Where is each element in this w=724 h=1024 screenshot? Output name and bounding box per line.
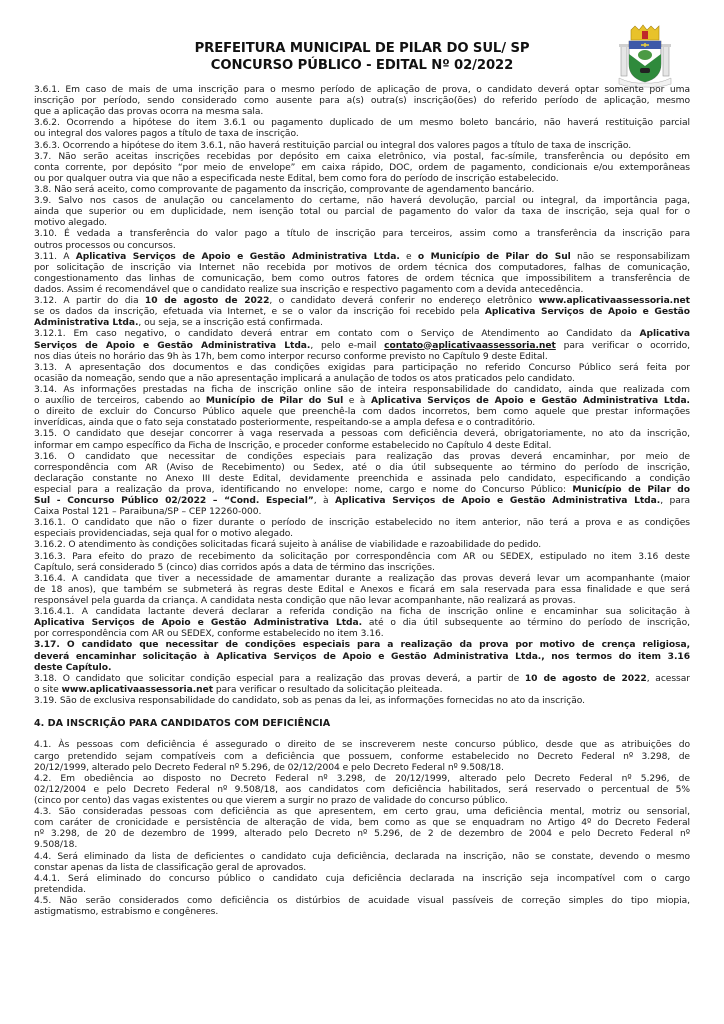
text-line <box>34 529 690 540</box>
text-line <box>34 285 690 296</box>
text-line <box>34 452 690 463</box>
text-run: para verificar o resultado da solicitação pleiteada. <box>213 684 443 695</box>
text-run: e <box>399 251 418 262</box>
text-run: especial para a realização da prova, identificando no envelope: nome, cargo e nome do Concurso Público: <box>34 484 573 495</box>
text-run: 3.16.4. A candidata que tiver a necessidade de amamentar durante a realização das provas deverá levar um acompanhante (maior <box>34 573 690 584</box>
text-line <box>34 207 690 218</box>
text-line <box>34 318 690 329</box>
text-run: 9.508/18. <box>34 840 78 851</box>
text-line <box>34 263 690 274</box>
text-line <box>34 852 690 863</box>
text-run: por correspondência com AR ou SEDEX, conforme estabelecido no item 3.16. <box>34 629 384 640</box>
paragraph-3-19 <box>34 696 690 707</box>
text-line <box>34 774 690 785</box>
text-line <box>34 796 690 807</box>
header-title-line2: CONCURSO PÚBLICO - EDITAL Nº 02/2022 <box>210 58 514 73</box>
text-run: correspondência com AR (Aviso de Recebimento) ou Sedex, até o dia útil subsequente ao término do período de inscrição, <box>34 462 690 473</box>
text-run: nos dias úteis no horário das 9h às 17h, bem como interpor recurso conforme previsto no Capítulo 9 deste Edital. <box>34 351 548 362</box>
text-run: 3.16.3. Para efeito do prazo de recebimento da solicitação por correspondência com AR ou SEDEX, estipulado no item 3.16 deste <box>34 551 690 562</box>
paragraph-3-12 <box>34 296 690 329</box>
text-run: (cinco por cento) das vagas existentes ou que vierem a surgir no prazo de validade do concurso público. <box>34 796 508 806</box>
text-run: que a aplicação das provas ocorra na mesma sala. <box>34 107 264 118</box>
text-line <box>34 352 690 363</box>
paragraph-3-16 <box>34 452 690 519</box>
text-line <box>34 752 690 763</box>
text-line <box>34 896 690 907</box>
text-run: até o dia útil subsequente ao término do período de inscrição, <box>362 618 690 629</box>
text-run: nº 3.298, de 20 de dezembro de 1999, alterado pelo Decreto nº 5.296, de 2 de dezembro de 2004 e pelo Decreto Federal nº <box>34 829 690 840</box>
text-run: 3.13. A apresentação dos documentos e das condições exigidas para participação no referido Concurso Público será feita por <box>34 362 690 373</box>
paragraph-3-10 <box>34 229 690 251</box>
text-line <box>34 229 690 240</box>
text-run: ainda que superior ou em duplicidade, nem isenção total ou parcial de pagamento do valor da taxa de inscrição, seja qual for o <box>34 207 690 218</box>
text-run: 3.18. O candidato que solicitar condição especial para a realização das provas deverá, a partir de <box>34 673 525 684</box>
text-run: 3.15. O candidato que desejar concorrer à vaga reservada a pessoas com deficiência deverá, obrigatoriamente, no ato da inscrição, <box>34 429 690 440</box>
bold-text: Aplicativa Serviços de Apoio e Gestão Administrativa Ltda. <box>34 618 363 629</box>
text-run: não se responsabilizam <box>570 251 690 262</box>
text-line <box>34 218 690 229</box>
text-line <box>34 685 690 696</box>
text-line <box>34 185 690 196</box>
text-run: conta corrente, por depósito “por meio de envelope” em caixa rápido, DOC, ordem de pagamento, condicionais e/ou extemporâneas <box>34 162 690 173</box>
text-run: com caráter de cronicidade e persistência de alteração de vida, bem como as que se enquadram no Artigo 4º do Decreto Federal <box>34 818 690 829</box>
bold-text: Serviços de Apoio e Gestão Administrativa Ltda. <box>34 340 311 351</box>
text-run: 3.14. As informações prestadas na ficha de inscrição online são de inteira responsabilidade do candidato, ainda que realizada com <box>34 384 690 395</box>
text-line <box>34 174 690 185</box>
text-run: 3.12.1. Em caso negativo, o candidato deverá entrar em contato com o Serviço de Atendimento ao Candidato da <box>34 329 640 340</box>
bold-text: deverá encaminhar solicitação à Aplicativa Serviços de Apoio e Gestão Administrativa Ltda., nos termos do item 3.16 <box>34 651 690 662</box>
text-run: ou integral dos valores pagos a título de taxa de inscrição. <box>34 129 299 140</box>
paragraph-3-13 <box>34 363 690 385</box>
paragraph-4-2 <box>34 774 690 807</box>
spacer <box>34 707 690 718</box>
text-line <box>34 196 690 207</box>
text-line <box>34 885 690 896</box>
municipal-coat-of-arms-icon <box>617 24 673 88</box>
text-line <box>34 607 690 618</box>
text-line <box>34 474 690 485</box>
paragraph-4-4 <box>34 852 690 874</box>
text-run: por solicitação de inscrição via Internet não recebida por motivos de ordem técnica dos computadores, falhas de comunicação, <box>34 262 690 273</box>
text-line <box>34 107 690 118</box>
bold-text: 10 de agosto de 2022 <box>524 673 647 684</box>
text-line <box>34 563 690 574</box>
text-line <box>34 396 690 407</box>
text-line <box>34 818 690 829</box>
email-link-underline[interactable] <box>384 341 556 351</box>
text-line <box>34 829 690 840</box>
text-run: o auxílio de terceiros, cabendo ao <box>34 396 206 407</box>
text-line <box>34 863 690 874</box>
bold-text: Aplicativa <box>639 329 690 340</box>
text-run: 4.3. São consideradas pessoas com deficiência as que apresentem, em certo grau, uma deficiência mental, motriz ou sensorial, <box>34 807 690 818</box>
text-line <box>34 374 690 385</box>
text-line <box>34 241 690 252</box>
paragraph-4-1 <box>34 740 690 773</box>
text-line <box>34 763 690 774</box>
text-line <box>34 585 690 596</box>
text-run: 3.6.1. Em caso de mais de uma inscrição para o mesmo período de aplicação de prova, o candidato deverá optar somente por uma <box>34 85 690 95</box>
text-run: , ou seja, se a inscrição está confirmada. <box>138 318 323 329</box>
text-run: ou por qualquer outra via que não a especificada neste Edital, bem como fora do período de inscrição estabelecido. <box>34 173 559 184</box>
text-line <box>34 441 690 452</box>
text-run: 4.4. Será eliminado da lista de deficientes o candidato cuja deficiência, declarada na inscrição, não se constate, devendo o mesmo <box>34 851 690 862</box>
text-line <box>34 163 690 174</box>
text-line <box>34 507 690 518</box>
spacer <box>34 729 690 740</box>
bold-text: Município de Pilar do <box>572 484 690 495</box>
paragraph-3-16-1 <box>34 518 690 540</box>
text-line <box>34 629 690 640</box>
text-line <box>34 652 690 663</box>
text-run: 3.12. A partir do dia <box>34 296 145 307</box>
text-run: , pelo e-mail <box>310 340 385 351</box>
text-line <box>34 640 690 651</box>
paragraph-4-5 <box>34 896 690 918</box>
text-line <box>34 740 690 751</box>
bold-text: Sul - Concurso Público 02/2022 – “Cond. Especial” <box>34 496 314 507</box>
bold-text: www.aplicativaassessoria.net <box>538 296 690 307</box>
text-run: 4.4.1. Será eliminado do concurso público o candidato cuja deficiência declarada na inscrição seja incompatível com o cargo <box>34 873 690 884</box>
text-line <box>34 341 690 352</box>
text-run: 3.7. Não serão aceitas inscrições recebidas por depósito em caixa eletrônico, via postal, fac-símile, transferência ou depósito em <box>34 151 690 162</box>
text-run: inverídicas, ainda que o fato seja constatado posteriormente, respeitando-se a ampla defesa e o contraditório. <box>34 418 536 429</box>
bold-text: Aplicativa Serviços de Apoio e Gestão Administrativa Ltda. <box>370 396 690 407</box>
text-line <box>34 596 690 607</box>
text-line <box>34 518 690 529</box>
paragraph-3-16-3 <box>34 552 690 574</box>
text-run: 02/12/2004 e pelo Decreto Federal nº 9.508/18, aos candidatos com deficiência habilitados, será reservado o percentual de 5% <box>34 784 690 795</box>
text-run: 4.5. Não serão considerados como deficiência os distúrbios de acuidade visual passíveis de correção simples do tipo miopia, <box>34 895 690 906</box>
paragraph-3-7 <box>34 152 690 185</box>
text-run: pretendida. <box>34 884 86 895</box>
text-run: congestionamento das linhas de comunicação, bem como outros fatores de ordem técnica que impossibilitem a transferência de <box>34 273 690 284</box>
paragraph-3-6-2 <box>34 118 690 140</box>
paragraph-4-3 <box>34 807 690 851</box>
text-run: Capítulo, será considerado 5 (cinco) dias corridos após a data de término das inscrições. <box>34 562 435 573</box>
bold-text: Administrativa Ltda. <box>34 318 139 329</box>
text-run: o site <box>34 684 62 695</box>
paragraph-3-16-4 <box>34 574 690 607</box>
bold-text: o Município de Pilar do Sul <box>417 251 571 262</box>
text-line <box>34 485 690 496</box>
bold-text: 3.17. O candidato que necessitar de condições especiais para a realização da prova por motivo de crença religiosa, <box>34 640 690 651</box>
paragraph-3-6-1 <box>34 85 690 118</box>
text-run: 3.8. Não será aceito, como comprovante de pagamento da inscrição, comprovante de agendamento bancário. <box>34 184 535 195</box>
text-line <box>34 296 690 307</box>
text-line <box>34 407 690 418</box>
text-run: de 18 anos), que também se submeterá às regras deste Edital e Anexos e ficará em sala reservada para essa finalidade e que será <box>34 584 690 595</box>
text-line <box>34 907 690 918</box>
text-run: motivo alegado. <box>34 218 107 229</box>
text-line <box>34 363 690 374</box>
text-line <box>34 463 690 474</box>
text-run: especiais providenciadas, seja qual for o motivo alegado. <box>34 529 294 540</box>
text-run: outros processos ou concursos. <box>34 240 176 251</box>
text-run: 4.1. Às pessoas com deficiência é assegurado o direito de se inscreverem neste concurso público, desde que as atribuições do <box>34 740 690 751</box>
header-title-line1: PREFEITURA MUNICIPAL DE PILAR DO SUL/ SP <box>194 41 530 56</box>
bold-text: deste Capítulo. <box>34 662 112 673</box>
text-run: , acessar <box>646 673 690 684</box>
section-heading: 4. DA INSCRIÇÃO PARA CANDIDATOS COM DEFICIÊNCIA <box>34 718 331 730</box>
bold-text: Município de Pilar do Sul <box>205 396 344 407</box>
text-line <box>34 674 690 685</box>
text-run: constar apenas da lista de classificação geral de aprovados. <box>34 862 307 873</box>
text-line <box>34 696 690 707</box>
text-line <box>34 785 690 796</box>
text-line <box>34 618 690 629</box>
text-line <box>34 252 690 263</box>
text-run: 3.10. É vedada a transferência do valor pago a título de inscrição para terceiros, assim como a transferência da inscrição para <box>34 229 690 240</box>
text-run: astigmatismo, estrabismo e congêneres. <box>34 907 219 918</box>
text-run: o direito de excluir do Concurso Público aquele que preenchê-la com dados incorretos, bem como aquele que prestar informações <box>34 407 690 418</box>
text-line <box>34 85 690 96</box>
text-line <box>34 574 690 585</box>
text-run: 3.11. A <box>34 251 76 262</box>
text-run: 3.16.4.1. A candidata lactante deverá declarar a referida condição na ficha de inscrição online e encaminhar sua solicitação à <box>34 607 690 618</box>
paragraph-3-9 <box>34 196 690 229</box>
document-body <box>34 85 690 918</box>
text-run: 20/12/1999, alterado pelo Decreto Federal nº 5.296, de 02/12/2004 e pelo Decreto Federal nº 9.508/18. <box>34 762 504 773</box>
text-line <box>34 329 690 340</box>
paragraph-3-12-1 <box>34 329 690 362</box>
text-run: , à <box>313 496 335 507</box>
email-link[interactable]: contato@aplicativaassessoria.net <box>384 340 556 351</box>
text-run: 3.6.2. Ocorrendo a hipótese do item 3.6.1 ou pagamento duplicado de um mesmo boleto bancário, não haverá restituição parcial <box>34 118 690 129</box>
text-run: , para <box>660 496 690 507</box>
text-run: cargo pretendido sejam compatíveis com a deficiência que possuem, conforme estabelecido no Decreto Federal nº 3.298, de <box>34 751 690 762</box>
text-run: para verificar o ocorrido, <box>555 340 691 351</box>
text-line <box>34 552 690 563</box>
paragraph-3-8 <box>34 185 690 196</box>
text-run: , o candidato deverá conferir no endereço eletrônico <box>269 296 539 307</box>
text-line <box>34 874 690 885</box>
text-line <box>34 141 690 152</box>
text-run: inscrição por período, sendo considerado como ausente para a(s) outra(s) inscrição(ões) do referido período de aplicação, mesmo <box>34 96 690 107</box>
paragraph-4-4-1 <box>34 874 690 896</box>
text-run: Caixa Postal 121 – Paraibuna/SP – CEP 12260-000. <box>34 507 262 518</box>
text-run: declaração constante no Anexo III deste Edital, devidamente preenchida e assinada pelo candidato, especificando a condição <box>34 473 690 484</box>
text-line <box>34 663 690 674</box>
bold-text: www.aplicativaassessoria.net <box>61 684 214 695</box>
text-line <box>34 418 690 429</box>
text-line <box>34 496 690 507</box>
text-run: informar em campo específico da Ficha de Inscrição, e proceder conforme estabelecido no Capítulo 4 deste Edital. <box>34 440 552 451</box>
text-run: responsável pela guarda da criança. A candidata nesta condição que não levar acompanhante, não realizará as provas. <box>34 596 576 607</box>
bold-text: 10 de agosto de 2022 <box>144 296 270 307</box>
text-line <box>34 840 690 851</box>
text-run: 3.9. Salvo nos casos de anulação ou cancelamento do certame, não haverá devolução, parcial ou integral, da importância paga, <box>34 196 690 207</box>
text-run: 3.19. São de exclusiva responsabilidade do candidato, sob as penas da lei, as informações fornecidas no ato da inscrição. <box>34 696 585 707</box>
text-run: 4.2. Em obediência ao disposto no Decreto Federal nº 3.298, de 20/12/1999, alterado pelo Decreto Federal nº 5.296, de <box>34 773 690 784</box>
bold-text: Aplicativa Serviços de Apoio e Gestão <box>484 307 690 318</box>
text-run: 3.16.2. O atendimento às condições solicitadas ficará sujeito à análise de viabilidade e razoabilidade do pedido. <box>34 540 542 551</box>
paragraph-3-18 <box>34 674 690 696</box>
text-line <box>34 152 690 163</box>
text-line <box>34 540 690 551</box>
text-line <box>34 429 690 440</box>
bold-text: Aplicativa Serviços de Apoio e Gestão Administrativa Ltda. <box>335 496 661 507</box>
text-line <box>34 96 690 107</box>
text-line <box>34 129 690 140</box>
text-run: 3.16. O candidato que necessitar de condições especiais para realização das provas deverá encaminhar, por meio de <box>34 451 690 462</box>
bold-text: Aplicativa Serviços de Apoio e Gestão Administrativa Ltda. <box>75 251 400 262</box>
paragraph-3-16-2 <box>34 540 690 551</box>
text-run: dados. Assim é recomendável que o candidato realize sua inscrição e respectivo pagamento com a devida antecedência. <box>34 284 584 295</box>
paragraph-3-6-3 <box>34 141 690 152</box>
paragraph-3-11 <box>34 252 690 296</box>
text-run: 3.6.3. Ocorrendo a hipótese do item 3.6.1, não haverá restituição parcial ou integral dos valores pagos a título de taxa de inscrição. <box>34 140 632 151</box>
text-run: 3.16.1. O candidato que não o fizer durante o período de inscrição estabelecido no item anterior, não terá a prova e as condições <box>34 518 690 529</box>
text-line <box>34 807 690 818</box>
text-line <box>34 385 690 396</box>
text-run: e à <box>343 396 371 407</box>
document-header <box>0 40 724 74</box>
paragraph-3-17 <box>34 640 690 673</box>
text-run: ocasião da nomeação, sendo que a não apresentação implicará a anulação de todos os atos praticados pelo candidato. <box>34 373 575 384</box>
text-run: se os dados da inscrição, efetuada via Internet, e se o valor da inscrição foi recebido pela <box>34 307 485 318</box>
paragraph-3-14 <box>34 385 690 429</box>
text-line <box>34 307 690 318</box>
paragraph-3-15 <box>34 429 690 451</box>
paragraph-3-16-4-1 <box>34 607 690 640</box>
text-line <box>34 118 690 129</box>
text-line <box>34 274 690 285</box>
